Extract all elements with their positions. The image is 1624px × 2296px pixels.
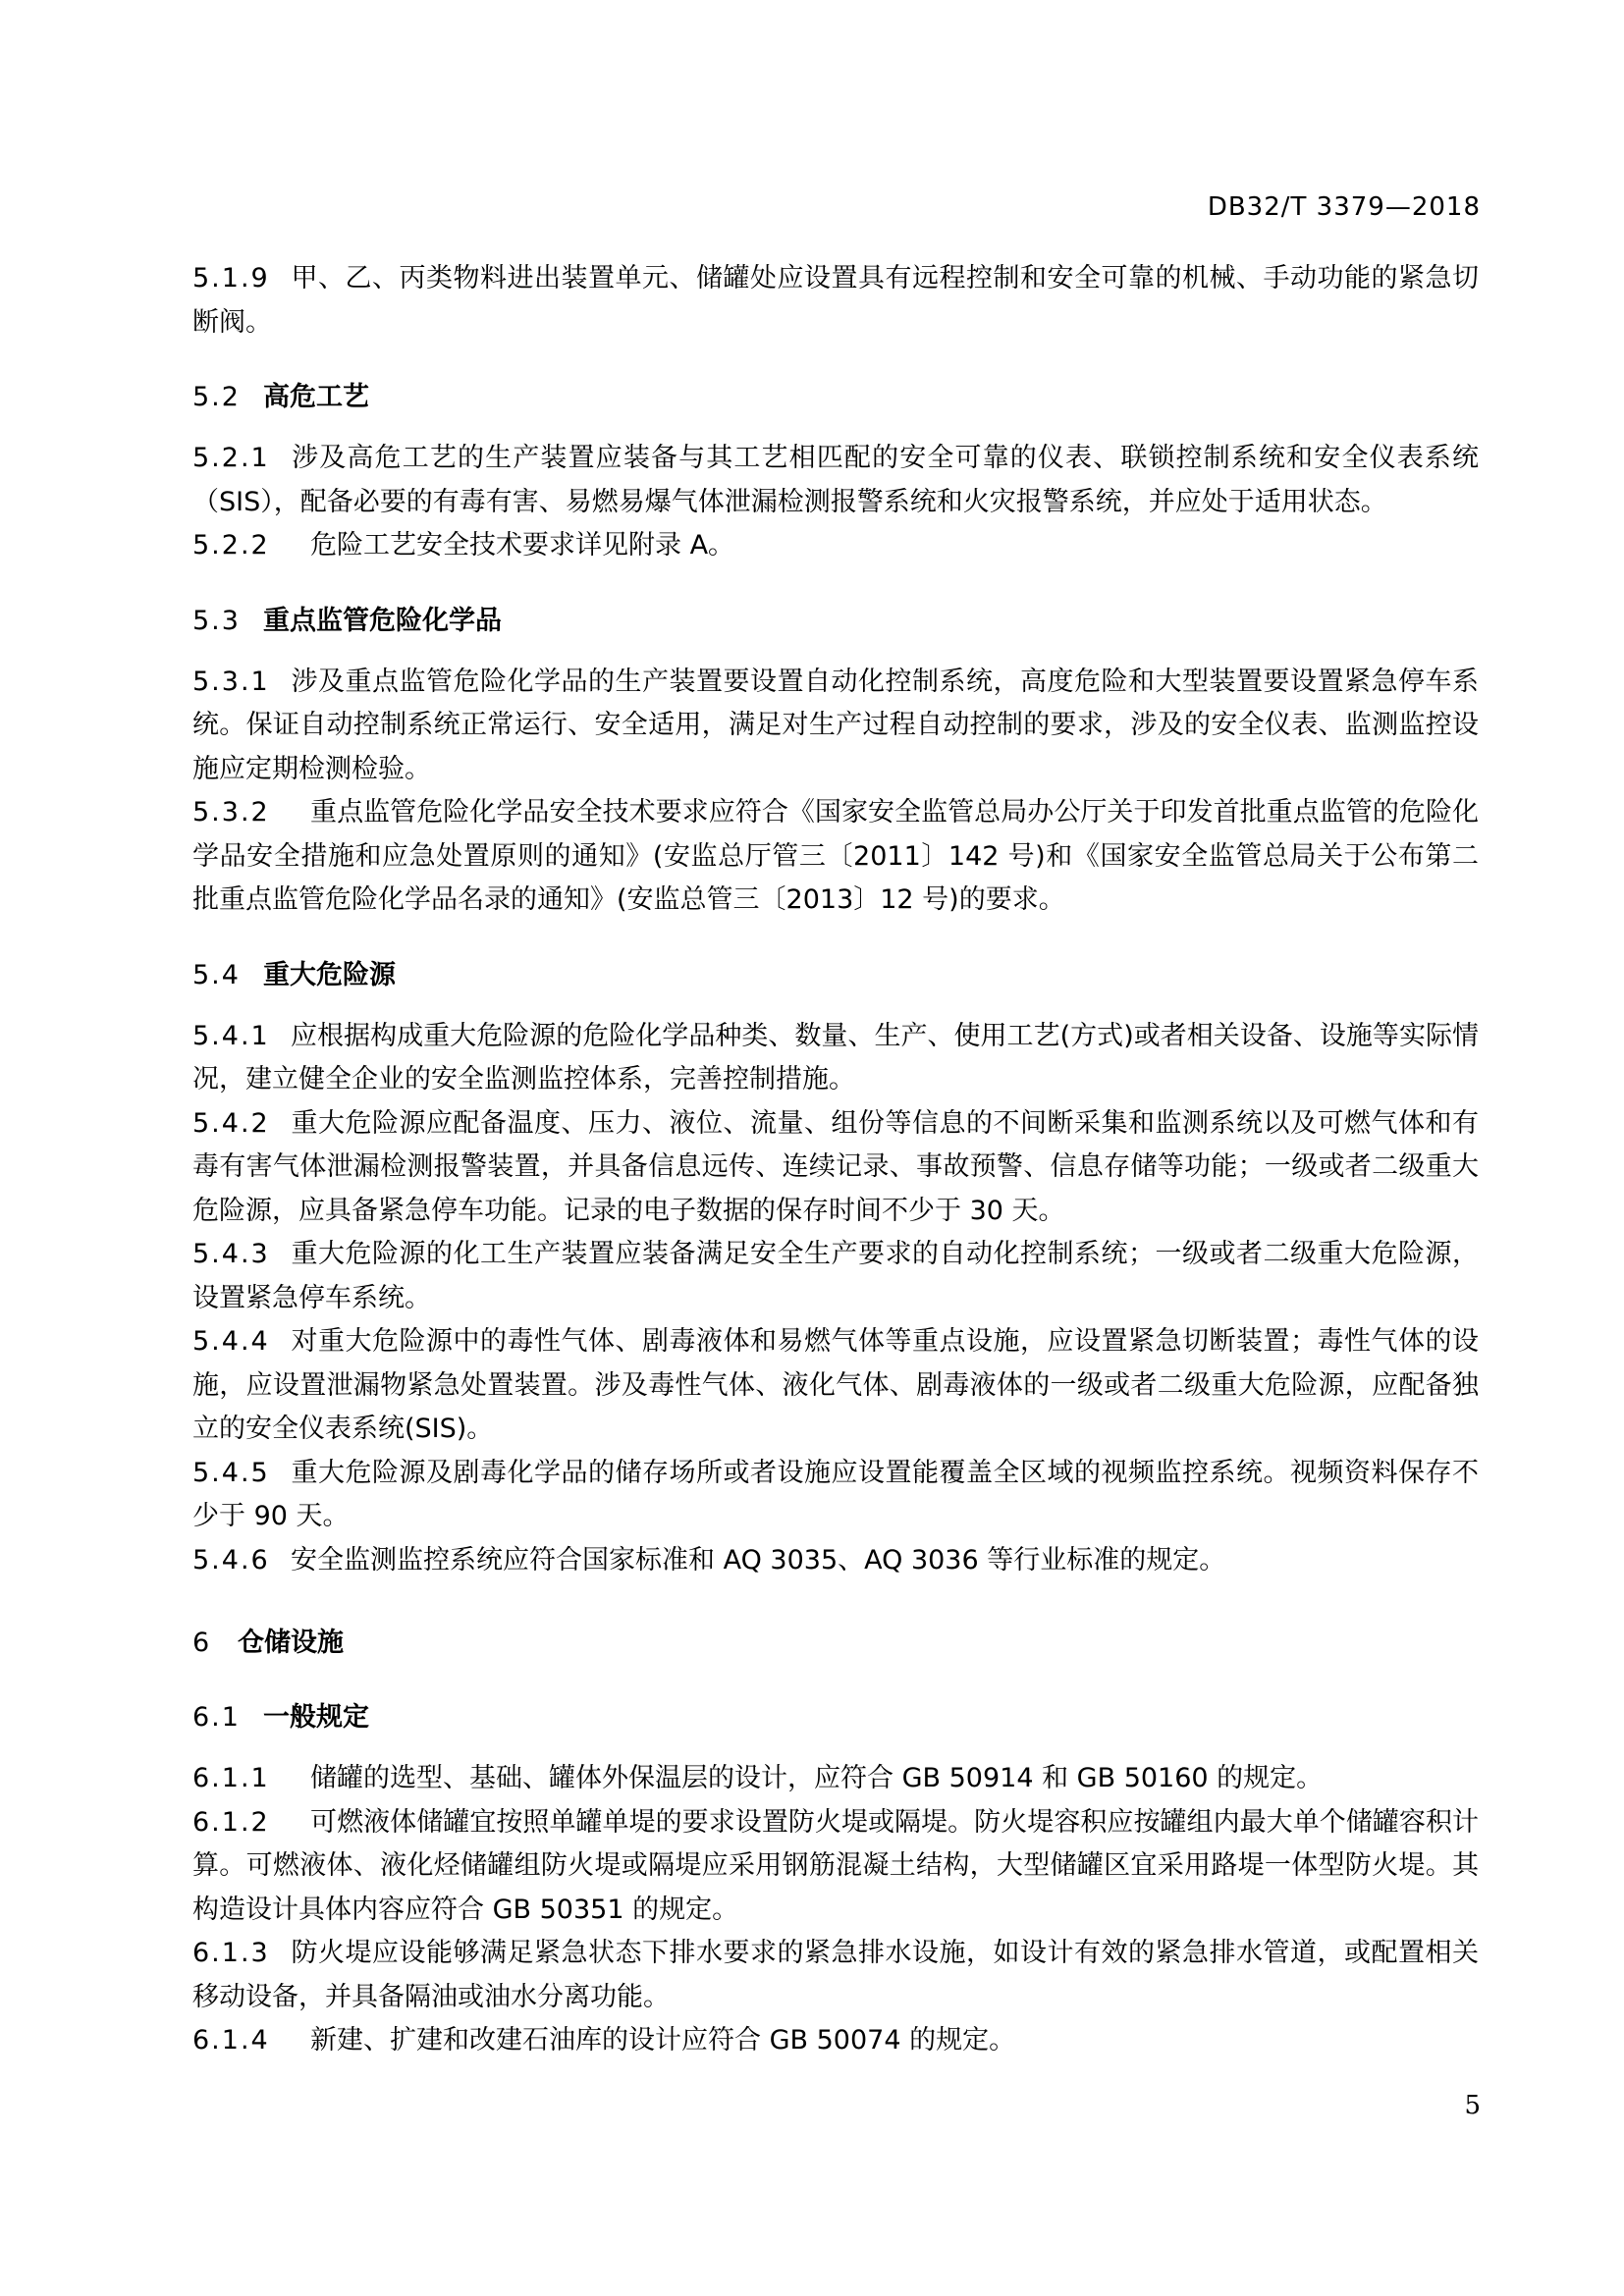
clause-number: 5.4.3 — [192, 1239, 270, 1269]
clause-text: 重点监管危险化学品安全技术要求应符合《国家安全监管总局办公厅关于印发首批重点监管的危险化学品安全措施和应急处置原则的通知》(安监总厅管三〔2011〕142 号)和《国家安全监管总局关于公布第二批重点监管危险化学品名录的通知》(安监总管三〔2013〕12 号)的要求。 — [192, 797, 1479, 915]
document-body — [192, 257, 1479, 2063]
clause-text: 对重大危险源中的毒性气体、剧毒液体和易燃气体等重点设施，应设置紧急切断装置；毒性气体的设施，应设置泄漏物紧急处置装置。涉及毒性气体、液化气体、剧毒液体的一级或者二级重大危险源，应配备独立的安全仪表系统(SIS)。 — [192, 1326, 1479, 1444]
section-title: 重点监管危险化学品 — [263, 605, 502, 636]
clause-text: 重大危险源应配备温度、压力、液位、流量、组份等信息的不间断采集和监测系统以及可燃气体和有毒有害气体泄漏检测报警装置，并具备信息远传、连续记录、事故预警、信息存储等功能；一级或者二级重大危险源，应具备紧急停车功能。记录的电子数据的保存时间不少于 30 天。 — [192, 1107, 1479, 1226]
clause-number: 5.4.1 — [192, 1020, 270, 1051]
clause-number: 5.3.2 — [192, 797, 270, 828]
clause-5-3-1 — [192, 661, 1479, 792]
clause-text: 重大危险源及剧毒化学品的储存场所或者设施应设置能覆盖全区域的视频监控系统。视频资料保存不少于 90 天。 — [192, 1457, 1479, 1531]
section-number: 5.2 — [192, 382, 241, 412]
clause-5-2-1 — [192, 437, 1479, 524]
clause-number: 6.1.1 — [192, 1763, 270, 1793]
section-title: 高危工艺 — [263, 382, 369, 412]
clause-5-4-1 — [192, 1015, 1479, 1102]
clause-number: 6.1.4 — [192, 2025, 270, 2056]
clause-text: 危险工艺安全技术要求详见附录 A。 — [310, 530, 735, 561]
clause-text: 涉及重点监管危险化学品的生产装置要设置自动化控制系统，高度危险和大型装置要设置紧急停车系统。保证自动控制系统正常运行、安全适用，满足对生产过程自动控制的要求，涉及的安全仪表、监测监控设施应定期检测检验。 — [192, 666, 1479, 784]
section-number: 5.4 — [192, 959, 241, 990]
clause-6-1-2 — [192, 1801, 1479, 1933]
clause-text: 应根据构成重大危险源的危险化学品种类、数量、生产、使用工艺(方式)或者相关设备、设施等实际情况，建立健全企业的安全监测监控体系，完善控制措施。 — [192, 1020, 1479, 1095]
clause-6-1-4 — [192, 2019, 1479, 2063]
section-title: 重大危险源 — [263, 959, 396, 990]
clause-number: 5.4.5 — [192, 1457, 270, 1488]
clause-5-2-2 — [192, 524, 1479, 568]
section-heading-6-1 — [192, 1696, 1479, 1739]
clause-number: 5.4.2 — [192, 1107, 270, 1139]
clause-text: 安全监测监控系统应符合国家标准和 AQ 3035、AQ 3036 等行业标准的规定。 — [291, 1544, 1226, 1575]
page-number: 5 — [1464, 2091, 1481, 2120]
document-code-header: DB32/T 3379—2018 — [1207, 192, 1481, 222]
section-title: 一般规定 — [263, 1702, 369, 1733]
clause-text: 可燃液体储罐宜按照单罐单堤的要求设置防火堤或隔堤。防火堤容积应按罐组内最大单个储罐容积计算。可燃液体、液化烃储罐组防火堤或隔堤应采用钢筋混凝土结构，大型储罐区宜采用路堤一体型防火堤。其构造设计具体内容应符合 GB 50351 的规定。 — [192, 1806, 1479, 1925]
clause-text: 甲、乙、丙类物料进出装置单元、储罐处应设置具有远程控制和安全可靠的机械、手动功能的紧急切断阀。 — [192, 263, 1479, 338]
chapter-title: 仓储设施 — [238, 1628, 344, 1658]
clause-number: 5.1.9 — [192, 263, 270, 294]
chapter-number: 6 — [192, 1628, 212, 1658]
clause-5-4-5 — [192, 1452, 1479, 1539]
clause-number: 5.2.1 — [192, 443, 270, 473]
clause-6-1-3 — [192, 1932, 1479, 2019]
clause-number: 6.1.3 — [192, 1938, 270, 1968]
section-heading-5-2 — [192, 376, 1479, 419]
clause-number: 5.2.2 — [192, 530, 270, 561]
chapter-heading-6 — [192, 1622, 1479, 1665]
clause-6-1-1 — [192, 1757, 1479, 1801]
clause-5-4-3 — [192, 1233, 1479, 1320]
clause-5-4-2 — [192, 1102, 1479, 1234]
clause-5-4-4 — [192, 1320, 1479, 1452]
clause-text: 储罐的选型、基础、罐体外保温层的设计，应符合 GB 50914 和 GB 50160 的规定。 — [310, 1763, 1324, 1793]
section-heading-5-3 — [192, 600, 1479, 643]
section-number: 5.3 — [192, 605, 241, 636]
clause-5-4-6 — [192, 1539, 1479, 1583]
clause-5-1-9 — [192, 257, 1479, 345]
clause-number: 5.3.1 — [192, 666, 270, 697]
clause-number: 6.1.2 — [192, 1806, 270, 1838]
clause-text: 涉及高危工艺的生产装置应装备与其工艺相匹配的安全可靠的仪表、联锁控制系统和安全仪表系统（SIS），配备必要的有毒有害、易燃易爆气体泄漏检测报警系统和火灾报警系统，并应处于适用状态。 — [192, 443, 1479, 517]
clause-text: 重大危险源的化工生产装置应装备满足安全生产要求的自动化控制系统；一级或者二级重大危险源，设置紧急停车系统。 — [192, 1239, 1479, 1313]
clause-number: 5.4.4 — [192, 1326, 270, 1357]
clause-text: 新建、扩建和改建石油库的设计应符合 GB 50074 的规定。 — [310, 2025, 1016, 2056]
clause-number: 5.4.6 — [192, 1544, 270, 1575]
clause-text: 防火堤应设能够满足紧急状态下排水要求的紧急排水设施，如设计有效的紧急排水管道，或配置相关移动设备，并具备隔油或油水分离功能。 — [192, 1938, 1479, 2012]
section-heading-5-4 — [192, 954, 1479, 997]
section-number: 6.1 — [192, 1702, 241, 1733]
clause-5-3-2 — [192, 791, 1479, 923]
